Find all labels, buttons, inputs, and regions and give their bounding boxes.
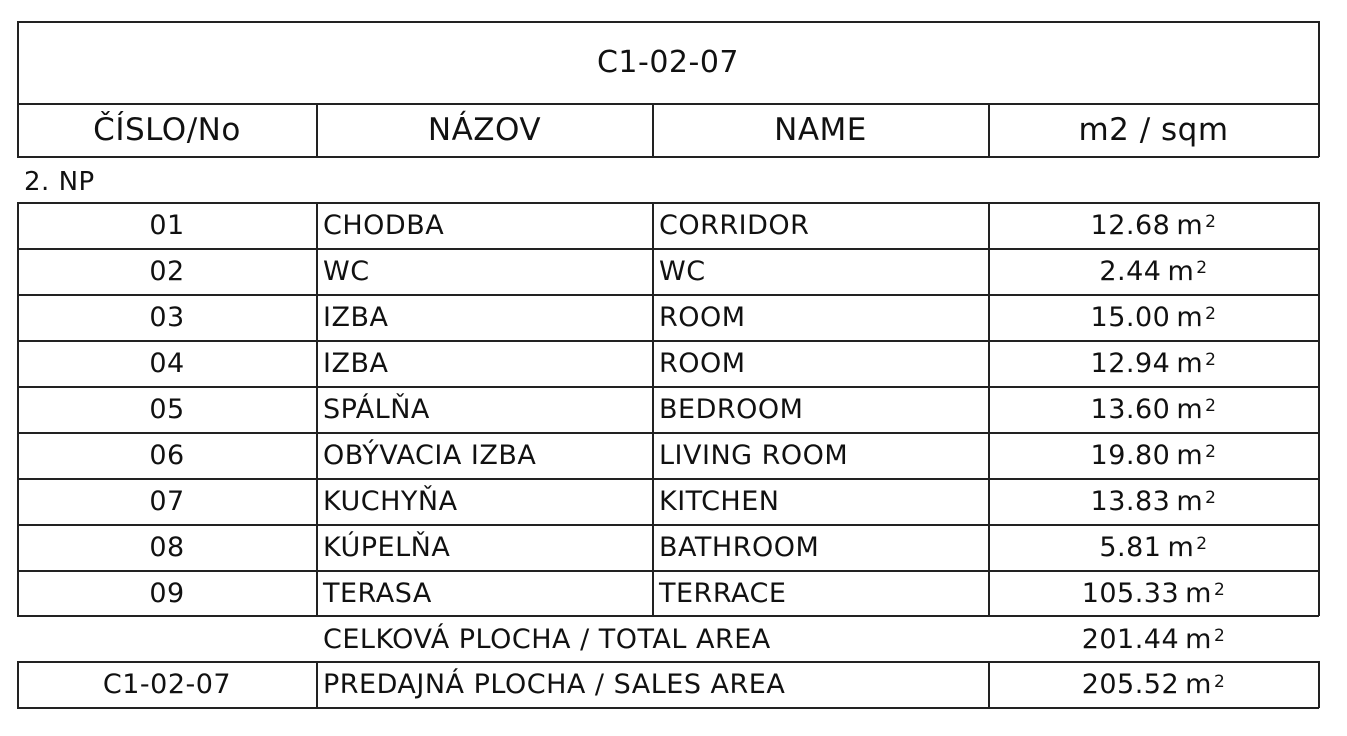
- header-name-en: NAME: [774, 112, 867, 148]
- room-name-sk: IZBA: [323, 347, 389, 379]
- area-unit-exponent: 2: [1213, 580, 1226, 600]
- room-name-sk: OBÝVACIA IZBA: [323, 439, 537, 471]
- room-area: [988, 248, 1319, 294]
- total-area-value: 201.44: [1081, 623, 1180, 655]
- room-name-en: KITCHEN: [659, 485, 780, 517]
- area-unit-exponent: 2: [1205, 350, 1217, 370]
- sales-area-value: 205.52: [1081, 669, 1180, 700]
- room-name-en: WC: [659, 255, 706, 287]
- room-number: 05: [149, 393, 185, 425]
- area-unit-exponent: 2: [1205, 396, 1217, 416]
- area-unit-exponent: 2: [1205, 488, 1217, 508]
- room-name-sk: CHODBA: [323, 209, 445, 241]
- area-unit: m: [1176, 209, 1204, 241]
- area-unit-exponent: 2: [1205, 442, 1217, 462]
- room-name-en: LIVING ROOM: [659, 439, 849, 471]
- room-area: [988, 340, 1319, 386]
- sales-unit-code: C1-02-07: [102, 669, 232, 700]
- room-area-value: 105.33: [1081, 577, 1180, 609]
- room-name-sk: IZBA: [323, 301, 389, 333]
- area-unit-exponent: 2: [1196, 534, 1208, 554]
- room-number: 08: [149, 531, 185, 563]
- area-unit: m: [1176, 301, 1204, 333]
- area-unit: m: [1185, 623, 1212, 655]
- room-name-en: ROOM: [659, 301, 746, 333]
- area-unit-exponent: 2: [1205, 212, 1217, 232]
- area-unit: m: [1176, 485, 1204, 517]
- room-name-sk: KÚPELŇA: [323, 531, 451, 563]
- area-unit-exponent: 2: [1213, 626, 1226, 646]
- total-area-label: CELKOVÁ PLOCHA / TOTAL AREA: [323, 623, 771, 655]
- room-area-value: 19.80: [1090, 439, 1171, 471]
- room-number: 02: [149, 255, 185, 287]
- header-area: m2 / sqm: [1078, 112, 1229, 148]
- room-area: [988, 294, 1319, 340]
- room-area: [988, 386, 1319, 432]
- sales-area: [988, 661, 1319, 708]
- area-unit-exponent: 2: [1213, 671, 1226, 692]
- room-area: [988, 524, 1319, 570]
- room-area-value: 2.44: [1099, 255, 1162, 287]
- room-area-value: 12.94: [1090, 347, 1171, 379]
- room-area: [988, 478, 1319, 524]
- room-number: 01: [149, 209, 185, 241]
- room-area: [988, 570, 1319, 616]
- room-name-en: CORRIDOR: [659, 209, 810, 241]
- area-unit: m: [1176, 347, 1204, 379]
- table-title: C1-02-07: [596, 45, 740, 80]
- room-number: 06: [149, 439, 185, 471]
- room-area-value: 5.81: [1099, 531, 1162, 563]
- area-unit: m: [1167, 255, 1195, 287]
- room-name-en: TERRACE: [659, 577, 787, 609]
- room-name-sk: WC: [323, 255, 370, 287]
- room-number: 03: [149, 301, 185, 333]
- room-number: 07: [149, 485, 185, 517]
- room-number: 04: [149, 347, 185, 379]
- area-unit: m: [1167, 531, 1195, 563]
- room-name-sk: SPÁLŇA: [323, 393, 430, 425]
- area-unit-exponent: 2: [1196, 258, 1208, 278]
- area-unit: m: [1185, 669, 1212, 700]
- total-area: [988, 616, 1319, 662]
- room-name-sk: KUCHYŇA: [323, 485, 458, 517]
- floor-label: 2. NP: [24, 167, 95, 197]
- room-area: [988, 432, 1319, 478]
- sales-area-label: PREDAJNÁ PLOCHA / SALES AREA: [323, 669, 786, 700]
- area-unit: m: [1176, 393, 1204, 425]
- room-area: [988, 202, 1319, 248]
- header-name-sk: NÁZOV: [427, 112, 542, 148]
- area-unit: m: [1185, 577, 1212, 609]
- room-name-en: ROOM: [659, 347, 746, 379]
- room-number: 09: [149, 577, 185, 609]
- room-area-value: 13.83: [1090, 485, 1171, 517]
- room-name-en: BEDROOM: [659, 393, 804, 425]
- area-unit-exponent: 2: [1205, 304, 1217, 324]
- room-area-value: 12.68: [1090, 209, 1171, 241]
- room-name-sk: TERASA: [323, 577, 432, 609]
- header-number: ČÍSLO/No: [93, 112, 241, 148]
- room-name-en: BATHROOM: [659, 531, 820, 563]
- room-area-value: 13.60: [1090, 393, 1171, 425]
- room-area-value: 15.00: [1090, 301, 1171, 333]
- area-unit: m: [1176, 439, 1204, 471]
